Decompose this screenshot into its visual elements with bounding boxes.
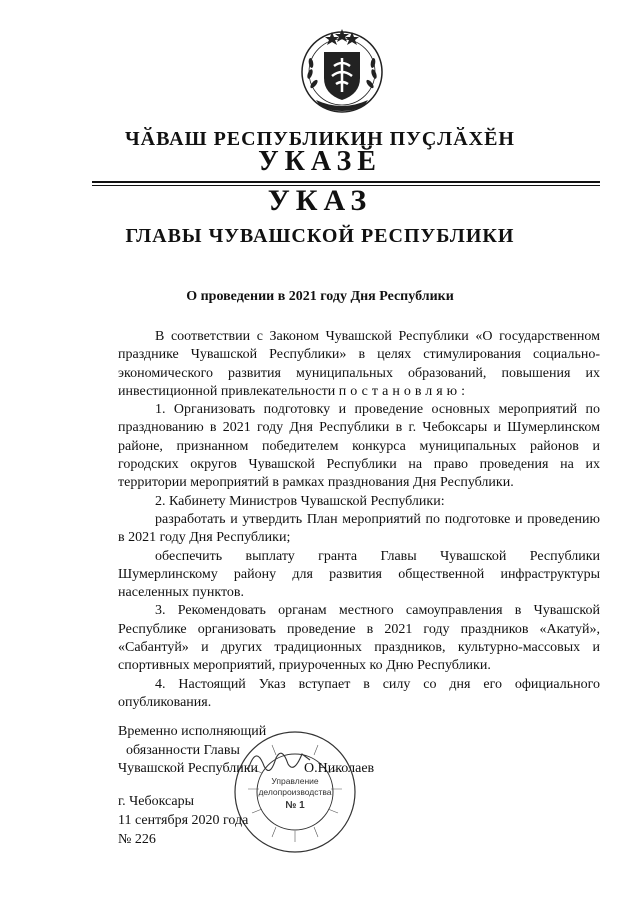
paragraph-item-3: 3. Рекомендовать органам местного самоуправления в Чувашской Республике организовать проведение в 2021 году праздников «Акатуй», «Сабантуй» и других традиционных праздников, культурно-массовых и спортивных мероприятий, приуроченных ко Дню Республики.: [118, 603, 600, 674]
decree-number: № 226: [118, 832, 156, 847]
signatory-name: О.Николаев: [304, 761, 375, 776]
city: г. Чебоксары: [118, 794, 195, 809]
paragraph-item-1: 1. Организовать подготовку и проведение основных мероприятий по празднованию в 2021 году Дня Республики в г. Чебоксары и Шумерлинском районе, признанном победителем конкурса муниципальных районов и городских округов Чувашской Республики на право проведения на их территории мероприятий в рамках празднования Дня Республики.: [118, 402, 600, 491]
paragraph-item-2-b: обеспечить выплату гранта Главы Чувашской Республики Шумерлинскому району для развития общественной инфраструктуры населенных пунктов.: [118, 548, 600, 601]
decree-word: постановляю:: [338, 383, 470, 399]
header-chuvash-line1: ЧӐВАШ РЕСПУБЛИКИН ПУҪЛӐХӖН: [124, 128, 515, 150]
decree-date: 11 сентября 2020 года: [118, 813, 249, 828]
paragraph-item-2-a: разработать и утвердить План мероприятий по подготовке и проведению в 2021 году Дня Республики;: [118, 511, 600, 546]
signature-position-line2: обязанности Главы: [126, 743, 240, 758]
paragraph-item-4: 4. Настоящий Указ вступает в силу со дня его официального опубликования.: [118, 676, 600, 710]
stamp-line3: № 1: [285, 800, 305, 811]
handwritten-signature: [244, 740, 314, 780]
decree-body: [118, 328, 600, 712]
emblem-of-chuvashia: [294, 22, 390, 118]
signature-position-line1: Временно исполняющий: [118, 724, 267, 739]
header-russian-subtitle: ГЛАВЫ ЧУВАШСКОЙ РЕСПУБЛИКИ: [125, 225, 515, 247]
paragraph-item-2: 2. Кабинету Министров Чувашской Республики:: [155, 493, 445, 509]
header-divider: [92, 181, 600, 183]
stamp-line2: делопроизводства: [258, 787, 332, 797]
decree-subject: О проведении в 2021 году Дня Республики: [186, 289, 454, 304]
preamble-text: В соответствии с Законом Чувашской Республики «О государственном празднике Чувашской Республики» в целях стимулирования социально-экономического развития муниципальных образований, повышения их инвестиционной привлекательности: [118, 329, 600, 399]
header-chuvash-line2: УКАЗӖ: [258, 146, 382, 177]
header-russian-title: УКАЗ: [267, 184, 373, 217]
stamp-line1: Управление: [271, 776, 319, 786]
signature-position-line3: Чувашской Республики: [118, 761, 259, 776]
paragraph-preamble: [118, 328, 600, 401]
